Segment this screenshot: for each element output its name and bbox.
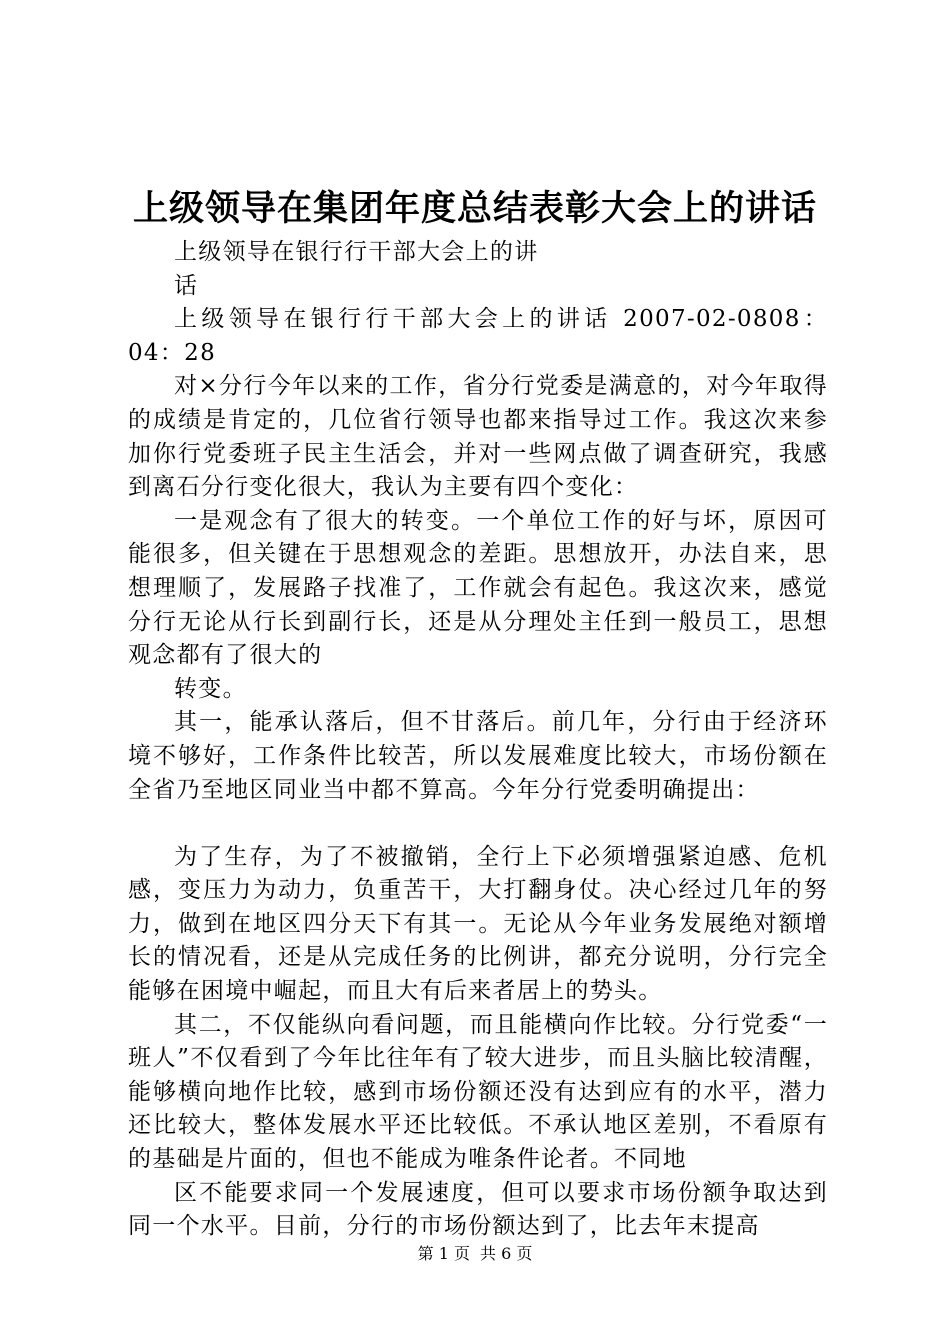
paragraph: 上级领导在银行行干部大会上的讲话 2007-02-0808：04：28 <box>128 306 828 366</box>
paragraph: 上级领导在银行行干部大会上的讲 <box>174 239 539 265</box>
paragraph: 为了生存，为了不被撤销，全行上下必须增强紧迫感、危机感，变压力为动力，负重苦干，大打翻身仗。决心经过几年的努力，做到在地区四分天下有其一。无论从今年业务发展绝对额增长的情况看，还是从完成任务的比例讲，都充分说明，分行完全能够在困境中崛起，而且大有后来者居上的势头。 <box>128 843 828 1005</box>
paragraph: 转变。 <box>174 675 247 702</box>
page-number: 第 1 页 <box>417 1244 470 1263</box>
paragraph: 其二，不仅能纵向看问题，而且能横向作比较。分行党委“一班人”不仅看到了今年比往年有了较大进步，而且头脑比较清醒，能够横向地作比较，感到市场份额还没有达到应有的水平，潜力还比较大，整体发展水平还比较低。不承认地区差别，不看原有的基础是片面的，但也不能成为唯条件论者。不同地 <box>128 1011 828 1173</box>
paragraph: 话 <box>174 272 199 299</box>
paragraph: 对×分行今年以来的工作，省分行党委是满意的，对今年取得的成绩是肯定的，几位省行领导也都来指导过工作。我这次来参加你行党委班子民主生活会，并对一些网点做了调查研究，我感到离石分行变化很大，我认为主要有四个变化： <box>128 373 828 501</box>
document-body <box>128 236 828 1244</box>
document-title: 上级领导在集团年度总结表彰大会上的讲话 <box>132 189 817 229</box>
paragraph: 区不能要求同一个发展速度，但可以要求市场份额争取达到同一个水平。目前，分行的市场份额达到了，比去年末提高 <box>128 1179 828 1240</box>
page-total: 共 6 页 <box>480 1244 533 1263</box>
page-footer <box>0 1243 950 1265</box>
paragraph: 其一，能承认落后，但不甘落后。前几年，分行由于经济环境不够好，工作条件比较苦，所以发展难度比较大，市场份额在全省乃至地区同业当中都不算高。今年分行党委明确提出： <box>128 709 828 803</box>
blank-line <box>128 807 828 841</box>
paragraph: 一是观念有了很大的转变。一个单位工作的好与坏，原因可能很多，但关键在于思想观念的差距。思想放开，办法自来，思想理顺了，发展路子找准了，工作就会有起色。我这次来，感觉分行无论从行长到副行长，还是从分理处主任到一般员工，思想观念都有了很大的 <box>128 507 828 669</box>
